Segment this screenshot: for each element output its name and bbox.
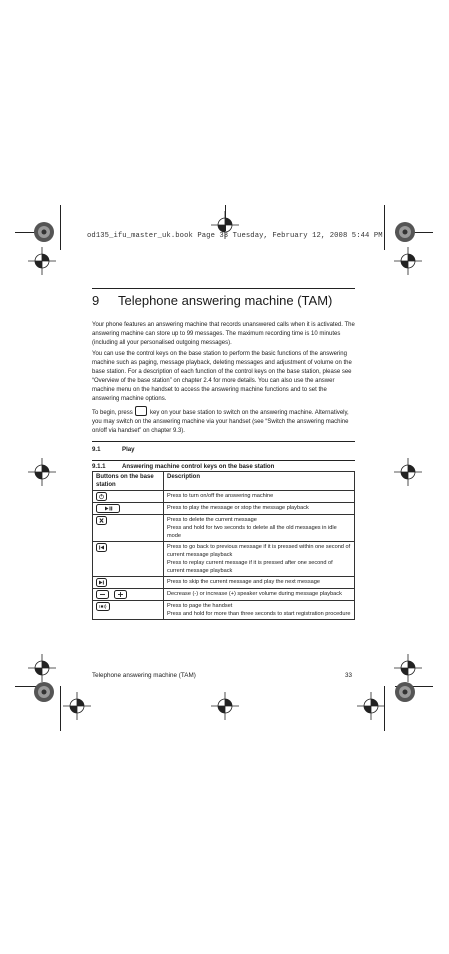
column-header-buttons: Buttons on the base station: [93, 472, 164, 491]
crosshair-target-icon: [28, 654, 56, 682]
previous-key-icon: [96, 543, 107, 552]
volume-up-key-icon: [114, 590, 127, 599]
section-rule: [92, 441, 355, 442]
table-row: [93, 503, 355, 515]
section-heading: [92, 446, 135, 453]
column-header-description: Description: [164, 472, 355, 491]
intro-paragraph: Your phone features an answering machine that records unanswered calls when it is activated. The answering machine can store up to 99 messages. The maximum recording time is 10 minutes (including all your personalised outgoing messages).: [92, 322, 355, 346]
registration-target-icon: [394, 221, 416, 243]
play-stop-key-icon: [96, 504, 120, 513]
registration-target-icon: [33, 221, 55, 243]
table-row: [93, 515, 355, 542]
next-key-icon: [96, 578, 107, 587]
table-row: [93, 589, 355, 601]
crosshair-target-icon: [28, 247, 56, 275]
row-description-line: Press and hold for two seconds to delete all the old messages in idle mode: [167, 525, 337, 539]
print-header: od135_ifu_master_uk.book Page 33 Tuesday, February 12, 2008 5:44 PM: [87, 232, 383, 240]
section-title: Play: [122, 446, 135, 453]
table-row: [93, 577, 355, 589]
row-description-line: Press to play the message or stop the message playback: [167, 505, 309, 511]
crosshair-target-icon: [394, 247, 422, 275]
registration-target-icon: [33, 681, 55, 703]
registration-target-icon: [394, 681, 416, 703]
intro-text-before-key: To begin, press: [92, 410, 133, 416]
footer-chapter-title: Telephone answering machine (TAM): [92, 672, 196, 679]
power-key-icon: [96, 492, 107, 501]
footer-page-number: 33: [345, 672, 353, 679]
chapter-title-text: Telephone answering machine (TAM): [118, 293, 333, 308]
section-number: 9.1: [92, 446, 101, 453]
intro-paragraph: [92, 406, 355, 436]
intro-text: [92, 321, 355, 438]
subsection-heading: [92, 463, 274, 470]
table-row: [93, 601, 355, 620]
row-description-line: Press and hold for more than three seconds to start registration procedure: [167, 611, 351, 617]
row-description-line: Press to page the handset: [167, 603, 233, 609]
row-description-line: Press to turn on/off the answering machine: [167, 493, 274, 499]
row-description-line: Press to go back to previous message if it is pressed within one second of current message playback: [167, 544, 351, 558]
subsection-rule: [92, 460, 355, 461]
subsection-title: Answering machine control keys on the base station: [122, 463, 275, 470]
table-row: [93, 491, 355, 503]
table-header-row: [93, 472, 355, 491]
page-key-icon: [96, 602, 110, 611]
crosshair-target-icon: [394, 458, 422, 486]
delete-key-icon: [96, 516, 107, 525]
table-row: [93, 542, 355, 577]
chapter-rule: [92, 288, 355, 289]
chapter-number: 9: [92, 293, 100, 308]
crosshair-target-icon: [394, 654, 422, 682]
power-key-icon: [135, 406, 147, 416]
subsection-number: 9.1.1: [92, 463, 106, 470]
chapter-title: [92, 293, 332, 308]
intro-paragraph: You can use the control keys on the base station to perform the basic functions of the answering machine such as paging, message playback, deleting messages and adjustment of volume on the base station. For a description of each function of the control keys on the base station, please see “Overview of the base station” on chapter 2.4 for more details. You can also use the answer machine menu on the handset to access the answering machine functions and to set the answering machine options.: [92, 351, 352, 402]
row-description-line: Press to skip the current message and play the next message: [167, 579, 320, 585]
row-description-line: Press to replay current message if it is pressed after one second of current message playback: [167, 560, 333, 574]
control-keys-table: [92, 471, 355, 620]
crosshair-target-icon: [63, 692, 91, 720]
crosshair-target-icon: [357, 692, 385, 720]
crosshair-target-icon: [28, 458, 56, 486]
crosshair-target-icon: [211, 692, 239, 720]
volume-down-key-icon: [96, 590, 109, 599]
row-description-line: Decrease (-) or increase (+) speaker volume during message playback: [167, 591, 342, 597]
row-description-line: Press to delete the current message: [167, 517, 257, 523]
intro-text-after-key: key on your base station to switch on the answering machine. Alternatively, you may switch on the answering machine via your handset (see “Switch the answering machine on/off via handset” on chapter 9.3).: [92, 410, 349, 434]
